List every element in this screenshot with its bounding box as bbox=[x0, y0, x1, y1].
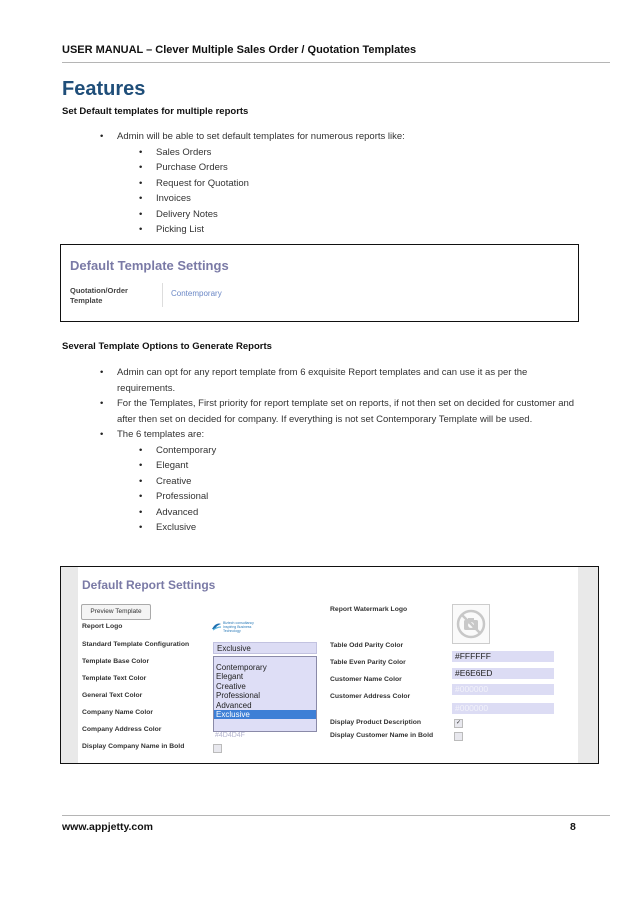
no-image-camera-icon bbox=[453, 605, 489, 643]
company-address-color-label: Company Address Color bbox=[82, 726, 162, 733]
list-item: • Sales Orders bbox=[156, 145, 587, 161]
logo-text-line: Inspiring Business Technology bbox=[223, 625, 252, 633]
list-item-text: The 6 templates are: bbox=[117, 429, 205, 440]
customer-address-color-input[interactable]: #000000 bbox=[452, 703, 554, 714]
header-divider bbox=[62, 62, 610, 63]
customer-address-color-label: Customer Address Color bbox=[330, 693, 411, 700]
list-item: • Professional bbox=[156, 489, 587, 505]
table-even-parity-color-input[interactable]: #E6E6ED bbox=[452, 668, 554, 679]
report-watermark-logo-label: Report Watermark Logo bbox=[330, 606, 408, 613]
right-scroll-area bbox=[578, 567, 598, 763]
default-templates-list bbox=[117, 129, 587, 238]
quotation-order-template-value[interactable]: Contemporary bbox=[171, 289, 222, 298]
left-scroll-area bbox=[61, 567, 78, 763]
table-odd-parity-color-label: Table Odd Parity Color bbox=[330, 642, 404, 649]
templates-sublist bbox=[117, 443, 587, 536]
customer-name-color-input[interactable]: #000000 bbox=[452, 684, 554, 695]
watermark-logo-placeholder[interactable] bbox=[452, 604, 490, 644]
report-logo-label: Report Logo bbox=[82, 623, 123, 630]
company-name-color-label: Company Name Color bbox=[82, 709, 154, 716]
company-address-color-value: #4D4D4F bbox=[215, 732, 245, 739]
display-customer-name-bold-label: Display Customer Name in Bold bbox=[330, 732, 434, 739]
list-item: • Exclusive bbox=[156, 520, 587, 536]
template-select[interactable]: Exclusive bbox=[213, 642, 317, 654]
list-item: • Elegant bbox=[156, 458, 587, 474]
logo-text bbox=[223, 621, 265, 633]
display-product-description-checkbox[interactable]: ✓ bbox=[455, 720, 462, 726]
dropdown-option-selected[interactable]: Exclusive bbox=[214, 710, 316, 719]
dropdown-option[interactable]: Elegant bbox=[216, 672, 244, 682]
list-item: • Invoices bbox=[156, 191, 587, 207]
display-company-name-bold-checkbox[interactable] bbox=[213, 744, 222, 753]
default-report-settings-screenshot bbox=[60, 566, 599, 764]
label-line: Quotation/Order bbox=[70, 286, 128, 295]
default-template-settings-screenshot bbox=[60, 244, 579, 322]
footer-website: www.appjetty.com bbox=[62, 821, 154, 833]
list-item: • Creative bbox=[156, 474, 587, 490]
list-item: • Purchase Orders bbox=[156, 160, 587, 176]
page-number: 8 bbox=[570, 821, 576, 833]
template-options-list bbox=[117, 365, 587, 536]
dropdown-option[interactable]: Creative bbox=[216, 681, 246, 691]
logo-text-line: Biztech consultancy bbox=[223, 621, 254, 625]
dropdown-option[interactable]: Advanced bbox=[216, 700, 252, 710]
display-customer-name-bold-checkbox[interactable] bbox=[454, 732, 463, 741]
dropdown-option[interactable]: Professional bbox=[216, 691, 261, 701]
list-item: • Request for Quotation bbox=[156, 176, 587, 192]
customer-name-color-label: Customer Name Color bbox=[330, 676, 402, 683]
label-line: Template bbox=[70, 296, 103, 305]
reports-sublist bbox=[117, 145, 587, 238]
document-header-title: USER MANUAL – Clever Multiple Sales Order / Quotation Templates bbox=[62, 44, 417, 56]
display-company-name-bold-label: Display Company Name in Bold bbox=[82, 743, 185, 750]
list-item: • Admin can opt for any report template from 6 exquisite Report templates and can use it as per the requirements. bbox=[117, 365, 587, 396]
list-item bbox=[117, 427, 587, 536]
list-item-text: Admin will be able to set default templates for numerous reports like: bbox=[117, 131, 405, 142]
display-product-description-label: Display Product Description bbox=[330, 719, 422, 726]
settings-title: Default Template Settings bbox=[70, 258, 229, 273]
preview-template-button[interactable]: Preview Template bbox=[81, 604, 151, 620]
general-text-color-label: General Text Color bbox=[82, 692, 143, 699]
template-text-color-label: Template Text Color bbox=[82, 675, 147, 682]
page-title: Features bbox=[62, 78, 146, 100]
dropdown-option[interactable]: Contemporary bbox=[216, 663, 267, 672]
section-heading-default-templates: Set Default templates for multiple reports bbox=[62, 106, 249, 117]
list-item: • Delivery Notes bbox=[156, 207, 587, 223]
list-item bbox=[117, 129, 587, 238]
section-heading-template-options: Several Template Options to Generate Reports bbox=[62, 341, 272, 352]
company-logo[interactable] bbox=[211, 620, 265, 634]
template-base-color-label: Template Base Color bbox=[82, 658, 150, 665]
quotation-order-template-label bbox=[70, 286, 160, 306]
list-item: • For the Templates, First priority for report template set on reports, if not then set on decided for customer and after then set on decided for company. If everything is not set Contemporary Template will be used. bbox=[117, 396, 587, 427]
settings-title: Default Report Settings bbox=[82, 578, 216, 592]
list-item: • Contemporary bbox=[156, 443, 587, 459]
list-item: • Picking List bbox=[156, 222, 587, 238]
field-divider bbox=[162, 283, 163, 307]
footer-divider bbox=[62, 815, 610, 816]
list-item: • Advanced bbox=[156, 505, 587, 521]
table-odd-parity-color-input[interactable]: #FFFFFF bbox=[452, 651, 554, 662]
template-dropdown[interactable] bbox=[213, 656, 317, 732]
table-even-parity-color-label: Table Even Parity Color bbox=[330, 659, 406, 666]
standard-template-configuration-label: Standard Template Configuration bbox=[82, 641, 190, 648]
logo-swirl-icon bbox=[211, 621, 222, 631]
